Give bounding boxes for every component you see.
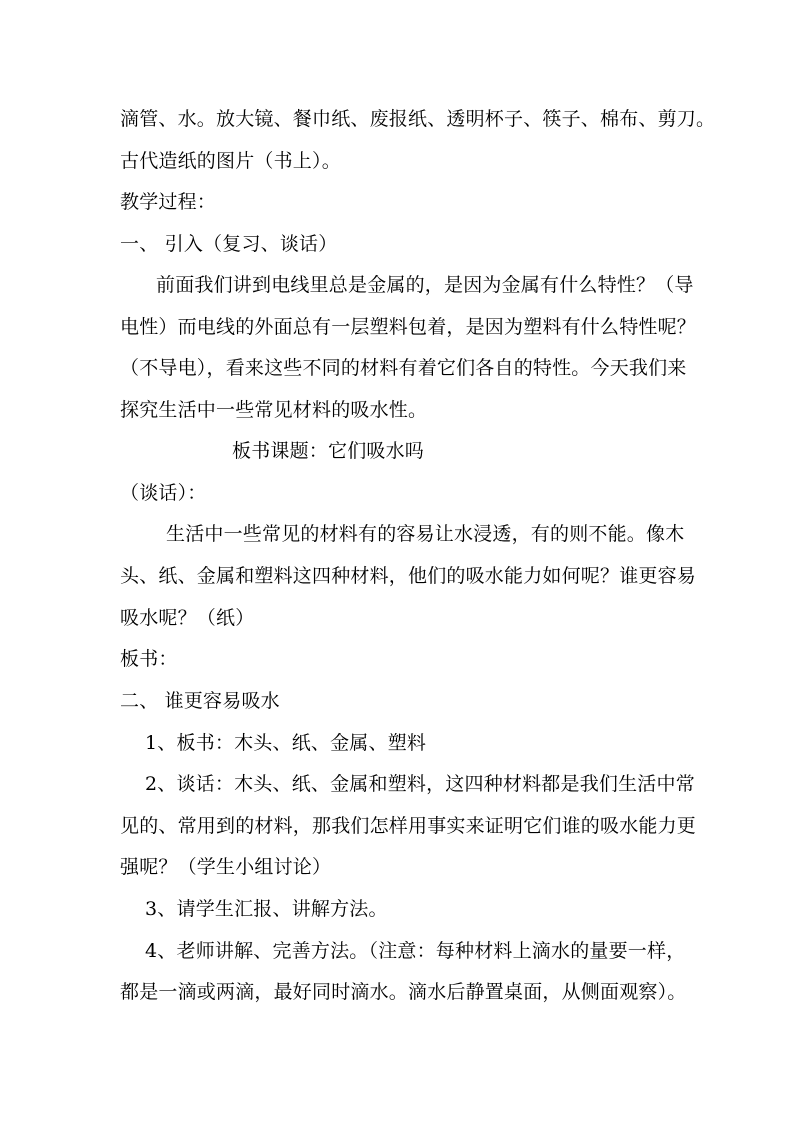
section-heading-absorption: 二、 谁更容易吸水 [120, 690, 280, 712]
list-item-2-line-2: 见的、常用到的材料，那我们怎样用事实来证明它们谁的吸水能力更 [120, 815, 697, 837]
list-item-4-line-2: 都是一滴或两滴，最好同时滴水。滴水后静置桌面，从侧面观察）。 [120, 981, 687, 1003]
paragraph-talk-line-1: 生活中一些常见的材料有的容易让水浸透，有的则不能。像木 [166, 523, 685, 545]
paragraph-talk-line-3: 吸水呢？（纸） [120, 607, 255, 629]
list-item-2-line-3: 强呢？（学生小组讨论） [120, 856, 332, 878]
board-writing-label: 板书： [120, 648, 178, 670]
paragraph-intro-line-3: （不导电），看来这些不同的材料有着它们各自的特性。今天我们来 [120, 357, 687, 379]
materials-line-2: 古代造纸的图片（书上）。 [120, 150, 341, 172]
talk-label: （谈话）： [120, 482, 207, 504]
paragraph-intro-line-4: 探究生活中一些常见材料的吸水性。 [120, 399, 428, 421]
section-heading-introduction: 一、 引入（复习、谈话） [120, 233, 338, 255]
list-item-3: 3、请学生汇报、讲解方法。 [145, 898, 388, 920]
materials-line-1: 滴管、水。放大镜、餐巾纸、废报纸、透明杯子、筷子、棉布、剪刀。 [120, 108, 716, 130]
list-item-2-line-1: 2、谈话：木头、纸、金属和塑料，这四种材料都是我们生活中常 [145, 773, 695, 795]
paragraph-talk-line-2: 头、纸、金属和塑料这四种材料，他们的吸水能力如何呢？谁更容易 [120, 565, 697, 587]
list-item-1: 1、板书：木头、纸、金属、塑料 [145, 732, 427, 754]
section-heading-teaching-process: 教学过程： [120, 191, 217, 213]
paragraph-intro-line-1: 前面我们讲到电线里总是金属的，是因为金属有什么特性？（导 [156, 274, 694, 296]
paragraph-intro-line-2: 电性）而电线的外面总有一层塑料包着，是因为塑料有什么特性呢？ [120, 316, 697, 338]
list-item-4-line-1: 4、老师讲解、完善方法。（注意：每种材料上滴水的量要一样， [145, 940, 686, 962]
lesson-title: 板书课题：它们吸水吗 [232, 440, 425, 462]
